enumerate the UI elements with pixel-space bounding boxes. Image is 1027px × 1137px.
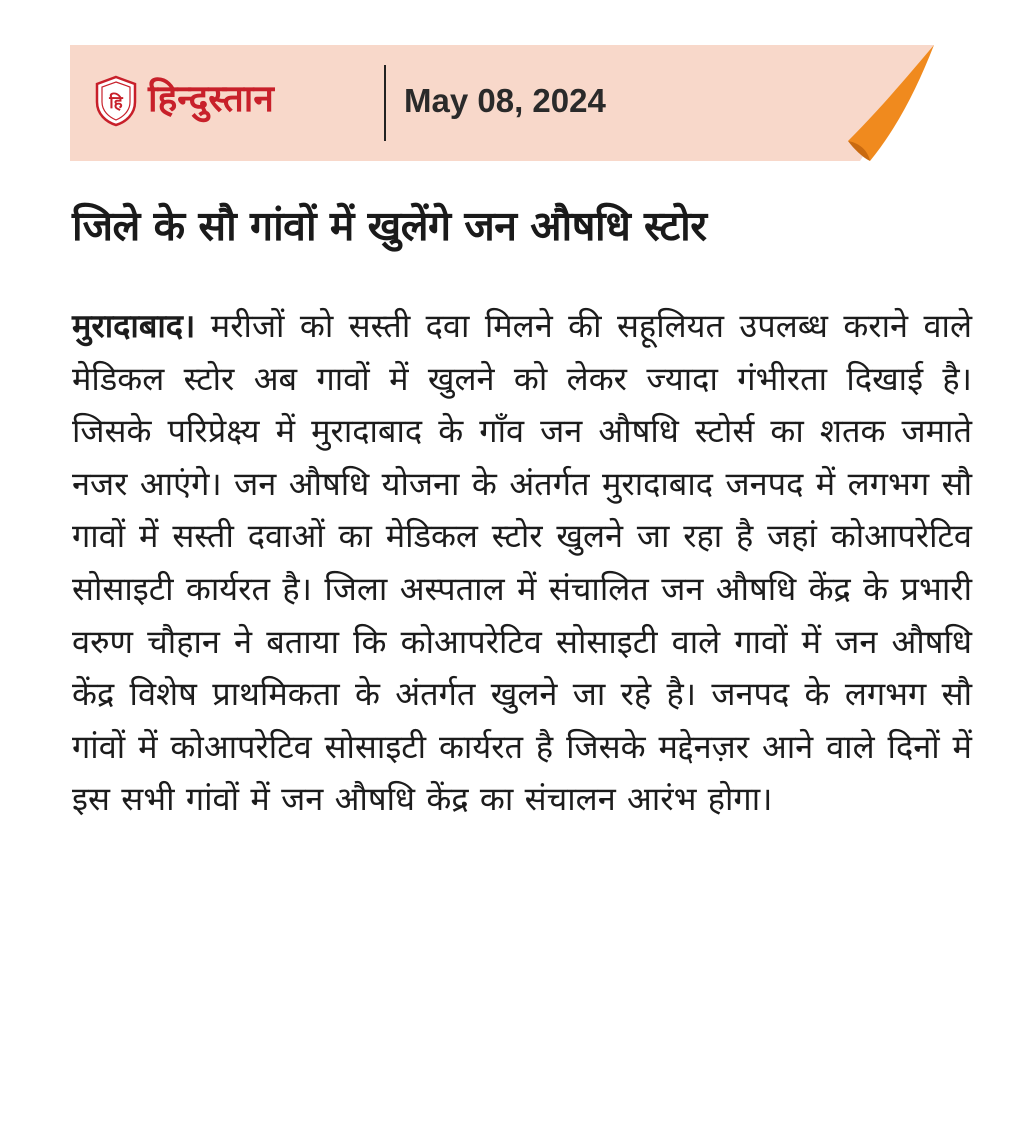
article-text: मरीजों को सस्ती दवा मिलने की सहूलियत उपलब्ध कराने वाले मेडिकल स्टोर अब गावों में खुलने को लेकर ज्यादा गंभीरता दिखाई है। जिसके परिप्रेक्ष्य में मुरादाबाद के गाँव जन औषधि स्टोर्स का शतक जमाते नजर आएंगे। जन औषधि योजना के अंतर्गत मुरादाबाद जनपद में लगभग सौ गावों में सस्ती दवाओं का मेडिकल स्टोर खुलने जा रहा है जहां कोआपरेटिव सोसाइटी कार्यरत है। जिला अस्पताल में संचालित जन औषधि केंद्र के प्रभारी वरुण चौहान ने बताया कि कोआपरेटिव सोसाइटी वाले गावों में जन औषधि केंद्र विशेष प्राथमिकता के अंतर्गत खुलने जा रहे है। जनपद के लगभग सौ गांवों में कोआपरेटिव सोसाइटी कार्यरत है जिसके मद्देनज़र आने वाले दिनों में इस सभी गांवों में जन औषधि केंद्र का संचालन आरंभ होगा। (72, 307, 972, 819)
brand-name: हिन्दुस्तान (148, 76, 274, 120)
edition-date: May 08, 2024 (404, 82, 606, 119)
article-dateline: मुरादाबाद। (72, 307, 196, 345)
article-headline: जिले के सौ गांवों में खुलेंगे जन औषधि स्टोर (72, 202, 707, 250)
masthead-banner (70, 45, 934, 161)
logo-letter: हि (109, 93, 123, 113)
masthead-divider (384, 65, 386, 141)
article-body (72, 300, 972, 826)
shield-logo-icon (94, 75, 138, 127)
